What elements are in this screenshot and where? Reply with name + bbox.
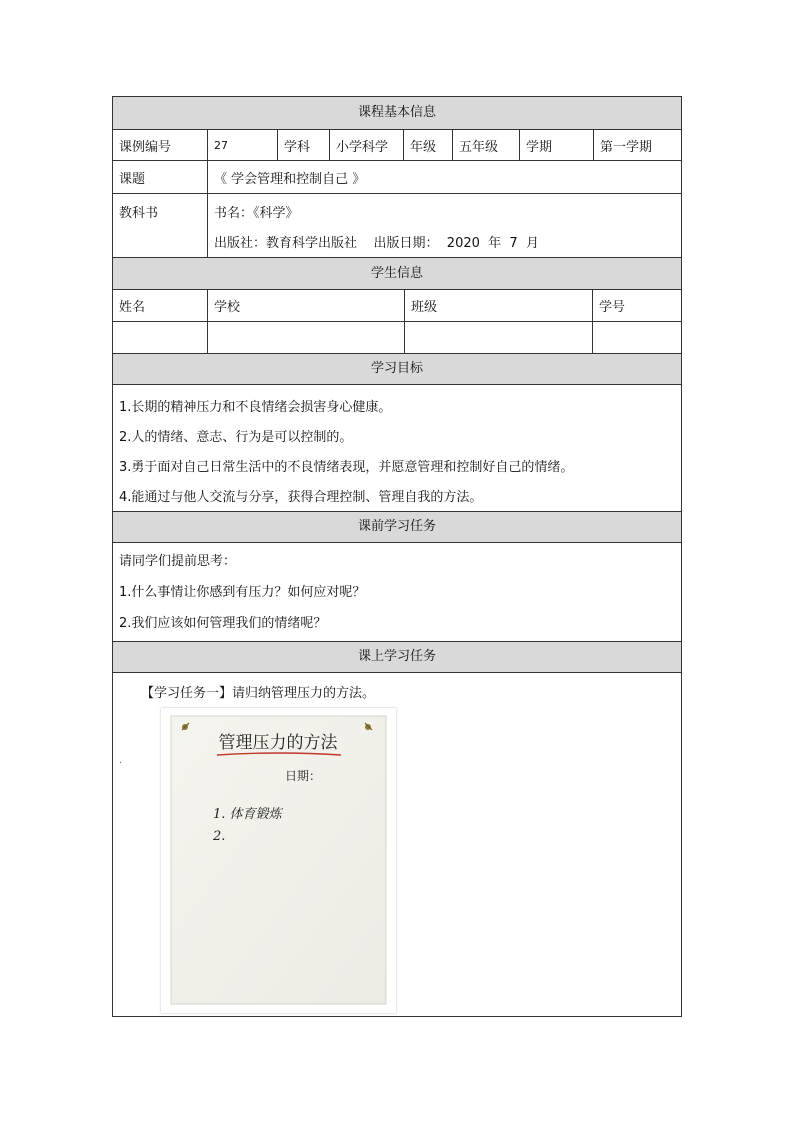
label-text: 班级 — [411, 300, 438, 315]
label-text: 学校 — [214, 300, 241, 315]
course-document — [112, 96, 682, 1017]
worksheet-photo — [161, 708, 396, 1013]
student-values-row — [113, 322, 681, 354]
topic-label — [113, 161, 208, 193]
task-bracket: 【学习任务一】 — [141, 686, 233, 701]
stray-mark: . — [119, 755, 123, 766]
section-title: 课上学习任务 — [357, 649, 436, 664]
pre-task-item: 1.什么事情让你感到有压力？如何应对呢？ — [119, 585, 366, 600]
goals-content — [113, 385, 681, 512]
student-id-label — [593, 290, 681, 321]
worksheet-date-label: 日期： — [285, 769, 322, 783]
goal-item: 4.能通过与他人交流与分享，获得合理控制、管理自我的方法。 — [119, 490, 483, 505]
label-text: 课例编号 — [119, 139, 172, 155]
section-header-goals — [113, 354, 681, 385]
section-title: 学习目标 — [370, 361, 423, 376]
name-field[interactable] — [113, 322, 208, 353]
grade-label — [404, 130, 453, 160]
section-header-student-info — [113, 258, 681, 290]
value-text: 27 — [214, 138, 228, 152]
textbook-row — [113, 194, 681, 258]
case-no-label — [113, 130, 208, 160]
name-label — [113, 290, 208, 321]
label-text: 年级 — [410, 139, 437, 155]
class-field[interactable] — [405, 322, 593, 353]
worksheet-line-2: 2. — [213, 829, 226, 844]
value-text: 第一学期 — [600, 139, 653, 155]
section-header-basic-info — [113, 97, 681, 130]
subject-value — [330, 130, 404, 160]
label-text: 学科 — [284, 139, 311, 155]
basic-info-row — [113, 130, 681, 161]
student-labels-row — [113, 290, 681, 322]
value-text: 五年级 — [459, 139, 499, 155]
worksheet-title: 管理压力的方法 — [218, 733, 338, 753]
label-text: 学期 — [526, 139, 553, 155]
goal-item: 1.长期的精神压力和不良情绪会损害身心健康。 — [119, 400, 392, 415]
label-text: 姓名 — [119, 300, 146, 315]
value-text: 小学科学 — [336, 139, 389, 155]
pre-task-content — [113, 543, 681, 642]
pre-task-item: 2.我们应该如何管理我们的情绪呢？ — [119, 616, 327, 631]
topic-row — [113, 161, 681, 194]
section-title: 学生信息 — [370, 266, 423, 281]
section-header-pre-task — [113, 512, 681, 543]
topic-value — [208, 161, 681, 193]
paper-sheet — [171, 716, 386, 1004]
subject-label — [278, 130, 330, 160]
section-title: 课程基本信息 — [357, 105, 436, 120]
goal-item: 2.人的情绪、意志、行为是可以控制的。 — [119, 430, 353, 445]
book-name: 书名：《科学》 — [214, 206, 299, 221]
worksheet-line-1: 1. 体育锻炼 — [213, 807, 282, 822]
value-text: 《 学会管理和控制自己 》 — [214, 171, 366, 187]
grade-value — [453, 130, 520, 160]
case-no-value — [208, 130, 278, 160]
student-id-field[interactable] — [593, 322, 681, 353]
task-text: 请归纳管理压力的方法。 — [232, 686, 376, 701]
label-text: 学号 — [599, 300, 626, 315]
class-label — [405, 290, 593, 321]
pre-task-intro: 请同学们提前思考： — [119, 554, 237, 569]
goal-item: 3.勇于面对自己日常生活中的不良情绪表现，并愿意管理和控制好自己的情绪。 — [119, 460, 574, 475]
term-value — [594, 130, 683, 160]
publisher-line: 出版社：教育科学出版社 出版日期： 2020 年 7 月 — [214, 236, 539, 251]
label-text: 课题 — [119, 171, 146, 187]
school-label — [208, 290, 405, 321]
section-header-class-task — [113, 642, 681, 673]
textbook-label — [113, 194, 208, 257]
class-task-line — [141, 682, 375, 701]
worksheet-photo-svg — [161, 708, 396, 1013]
section-title: 课前学习任务 — [357, 519, 436, 534]
term-label — [520, 130, 594, 160]
textbook-value — [208, 194, 681, 257]
school-field[interactable] — [208, 322, 405, 353]
label-text: 教科书 — [119, 206, 159, 221]
